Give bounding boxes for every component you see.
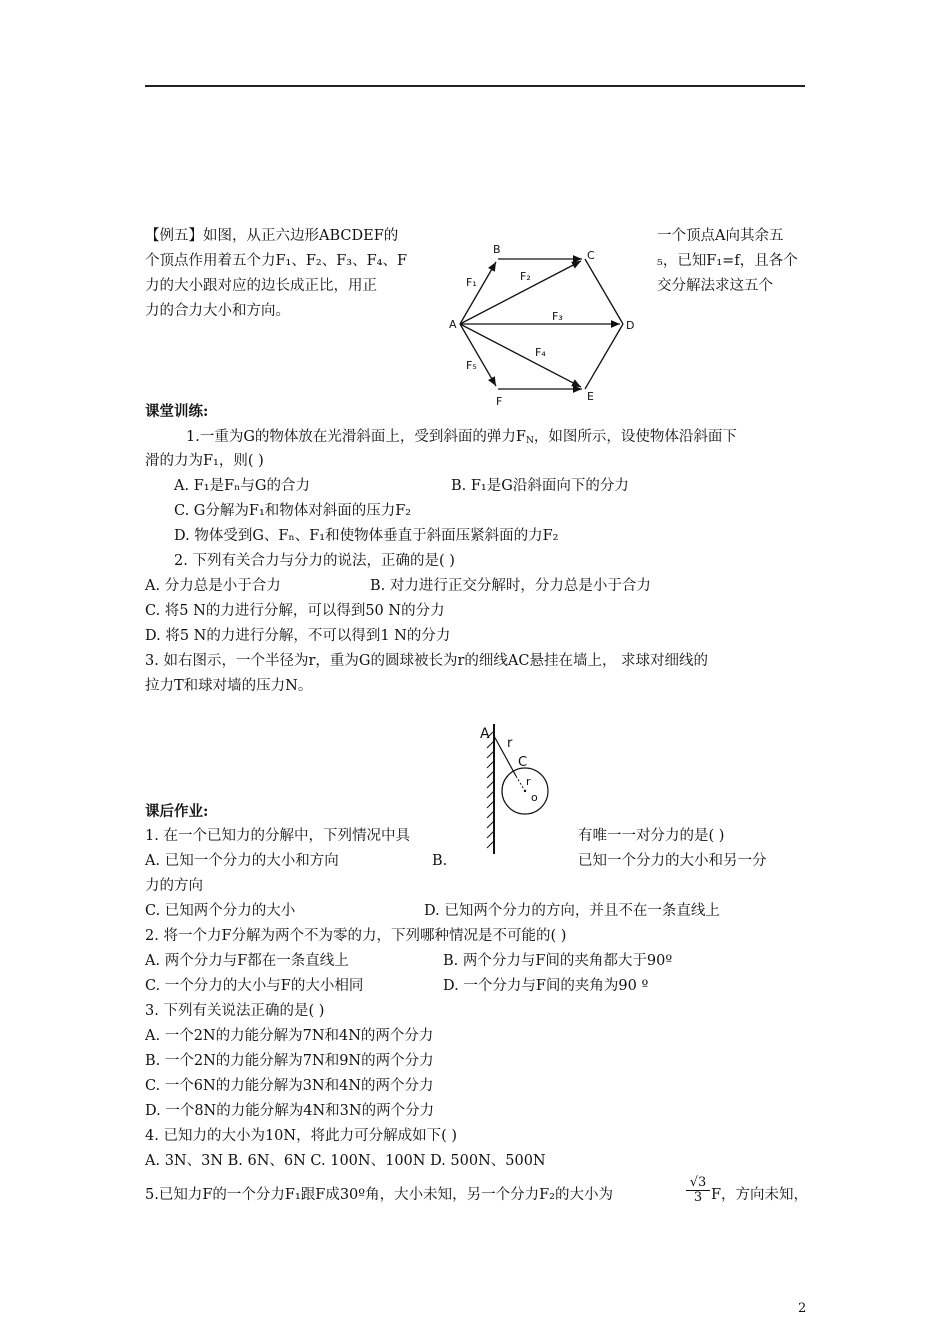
practice-q2-option-a: A. 分力总是小于合力: [145, 578, 281, 594]
homework-q3-option-b: B. 一个2N的力能分解为7N和9N的两个分力: [145, 1053, 434, 1069]
practice-q1-option-c: C. G分解为F₁和物体对斜面的压力F₂: [174, 503, 412, 519]
practice-q2-option-d: D. 将5 N的力进行分解，不可以得到1 N的分力: [145, 628, 451, 644]
label-c: C: [518, 755, 528, 770]
homework-q1-option-b: 已知一个分力的大小和另一分: [578, 853, 767, 869]
fraction-denominator: 3: [693, 1190, 703, 1205]
sqrt3-over-3-fraction: [686, 1176, 710, 1205]
practice-q1-option-a: A. F₁是Fₙ与G的合力: [174, 478, 310, 494]
vertex-d: D: [626, 319, 635, 332]
homework-q2-option-a: A. 两个分力与F都在一条直线上: [145, 953, 349, 969]
example5-line4: 力的合力大小和方向。: [145, 303, 290, 319]
label-a: A: [480, 726, 490, 742]
hexagon-force-diagram: [440, 236, 650, 411]
example5-line1: 【例五】如图，从正六边形ABCDEF的: [145, 228, 399, 244]
vertex-c: C: [587, 249, 595, 262]
homework-q2-option-c: C. 一个分力的大小与F的大小相同: [145, 978, 364, 994]
practice-q2-option-c: C. 将5 N的力进行分解，可以得到50 N的分力: [145, 603, 445, 619]
practice-q2: 2. 下列有关合力与分力的说法，正确的是( ): [174, 553, 455, 569]
practice-q3-line1: 3. 如右图示，一个半径为r，重为G的圆球被长为r的细线AC悬挂在墙上， 求球对细线的: [145, 653, 709, 669]
label-o: o: [531, 791, 538, 804]
fraction-numerator: √3: [686, 1176, 710, 1191]
vertex-b: B: [493, 243, 501, 256]
header-rule: [145, 85, 805, 87]
force-f3: F₃: [552, 310, 563, 323]
example5-line2: 个顶点作用着五个力F₁、F₂、F₃、F₄、F: [145, 253, 408, 269]
practice-q3-line2: 拉力T和球对墙的压力N。: [145, 678, 313, 694]
example5-right2: ₅，已知F₁=f，且各个: [657, 253, 798, 269]
homework-q2: 2. 将一个力F分解为两个不为零的力，下列哪种情况是不可能的( ): [145, 928, 567, 944]
homework-q5-part2: F，方向未知，: [711, 1187, 809, 1203]
page-number: 2: [798, 1301, 807, 1316]
homework-q1-left: 1. 在一个已知力的分解中，下列情况中具: [145, 828, 410, 844]
homework-heading: 课后作业:: [145, 803, 209, 820]
force-f2: F₂: [520, 270, 531, 283]
practice-heading: 课堂训练:: [145, 403, 209, 420]
homework-q1-option-d: D. 已知两个分力的方向，并且不在一条直线上: [424, 903, 720, 919]
homework-q1-right: 有唯一一对分力的是( ): [578, 828, 725, 844]
homework-q1-option-c: C. 已知两个分力的大小: [145, 903, 296, 919]
homework-q2-option-b: B. 两个分力与F间的夹角都大于90º: [443, 953, 673, 969]
homework-q4: 4. 已知力的大小为10N，将此力可分解成如下( ): [145, 1128, 458, 1144]
label-r-string: r: [507, 736, 513, 751]
force-f5: F₅: [466, 359, 477, 372]
vertex-e: E: [587, 390, 594, 403]
force-f4: F₄: [535, 346, 546, 359]
homework-q3: 3. 下列有关说法正确的是( ): [145, 1003, 325, 1019]
homework-q3-option-a: A. 一个2N的力能分解为7N和4N的两个分力: [145, 1028, 434, 1044]
homework-q1-option-b-label: B.: [432, 853, 448, 869]
homework-q4-options: A. 3N、3N B. 6N、6N C. 100N、100N D. 500N、500N: [145, 1153, 546, 1169]
example5-right1: 一个顶点A向其余五: [657, 228, 784, 244]
homework-q1-option-b-cont: 力的方向: [145, 878, 203, 894]
homework-q5-part1: 5.已知力F的一个分力F₁跟F成30º角，大小未知，另一个分力F₂的大小为: [145, 1187, 613, 1203]
example5-line3: 力的大小跟对应的边长成正比，用正: [145, 278, 377, 294]
example5-right3: 交分解法求这五个: [657, 278, 773, 294]
force-f1: F₁: [466, 276, 477, 289]
vertex-f: F: [496, 395, 503, 408]
practice-q2-option-b: B. 对力进行正交分解时，分力总是小于合力: [370, 578, 651, 594]
homework-q2-option-d: D. 一个分力与F间的夹角为90 º: [443, 978, 649, 994]
practice-q1-option-b: B. F₁是G沿斜面向下的分力: [451, 478, 629, 494]
practice-q1-line2: 滑的力为F₁，则( ): [145, 453, 264, 469]
homework-q3-option-c: C. 一个6N的力能分解为3N和4N的两个分力: [145, 1078, 434, 1094]
homework-q1-option-a: A. 已知一个分力的大小和方向: [145, 853, 339, 869]
practice-q1-option-d: D. 物体受到G、Fₙ、F₁和使物体垂直于斜面压紧斜面的力F₂: [174, 528, 559, 544]
vertex-a: A: [449, 318, 457, 331]
wall-sphere-diagram: [474, 716, 560, 856]
homework-q3-option-d: D. 一个8N的力能分解为4N和3N的两个分力: [145, 1103, 435, 1119]
practice-q1-line1: 1.一重为G的物体放在光滑斜面上，受到斜面的弹力$F_N$，如图所示，设使物体沿斜面下: [186, 429, 737, 446]
label-r-radius: r: [526, 775, 531, 788]
